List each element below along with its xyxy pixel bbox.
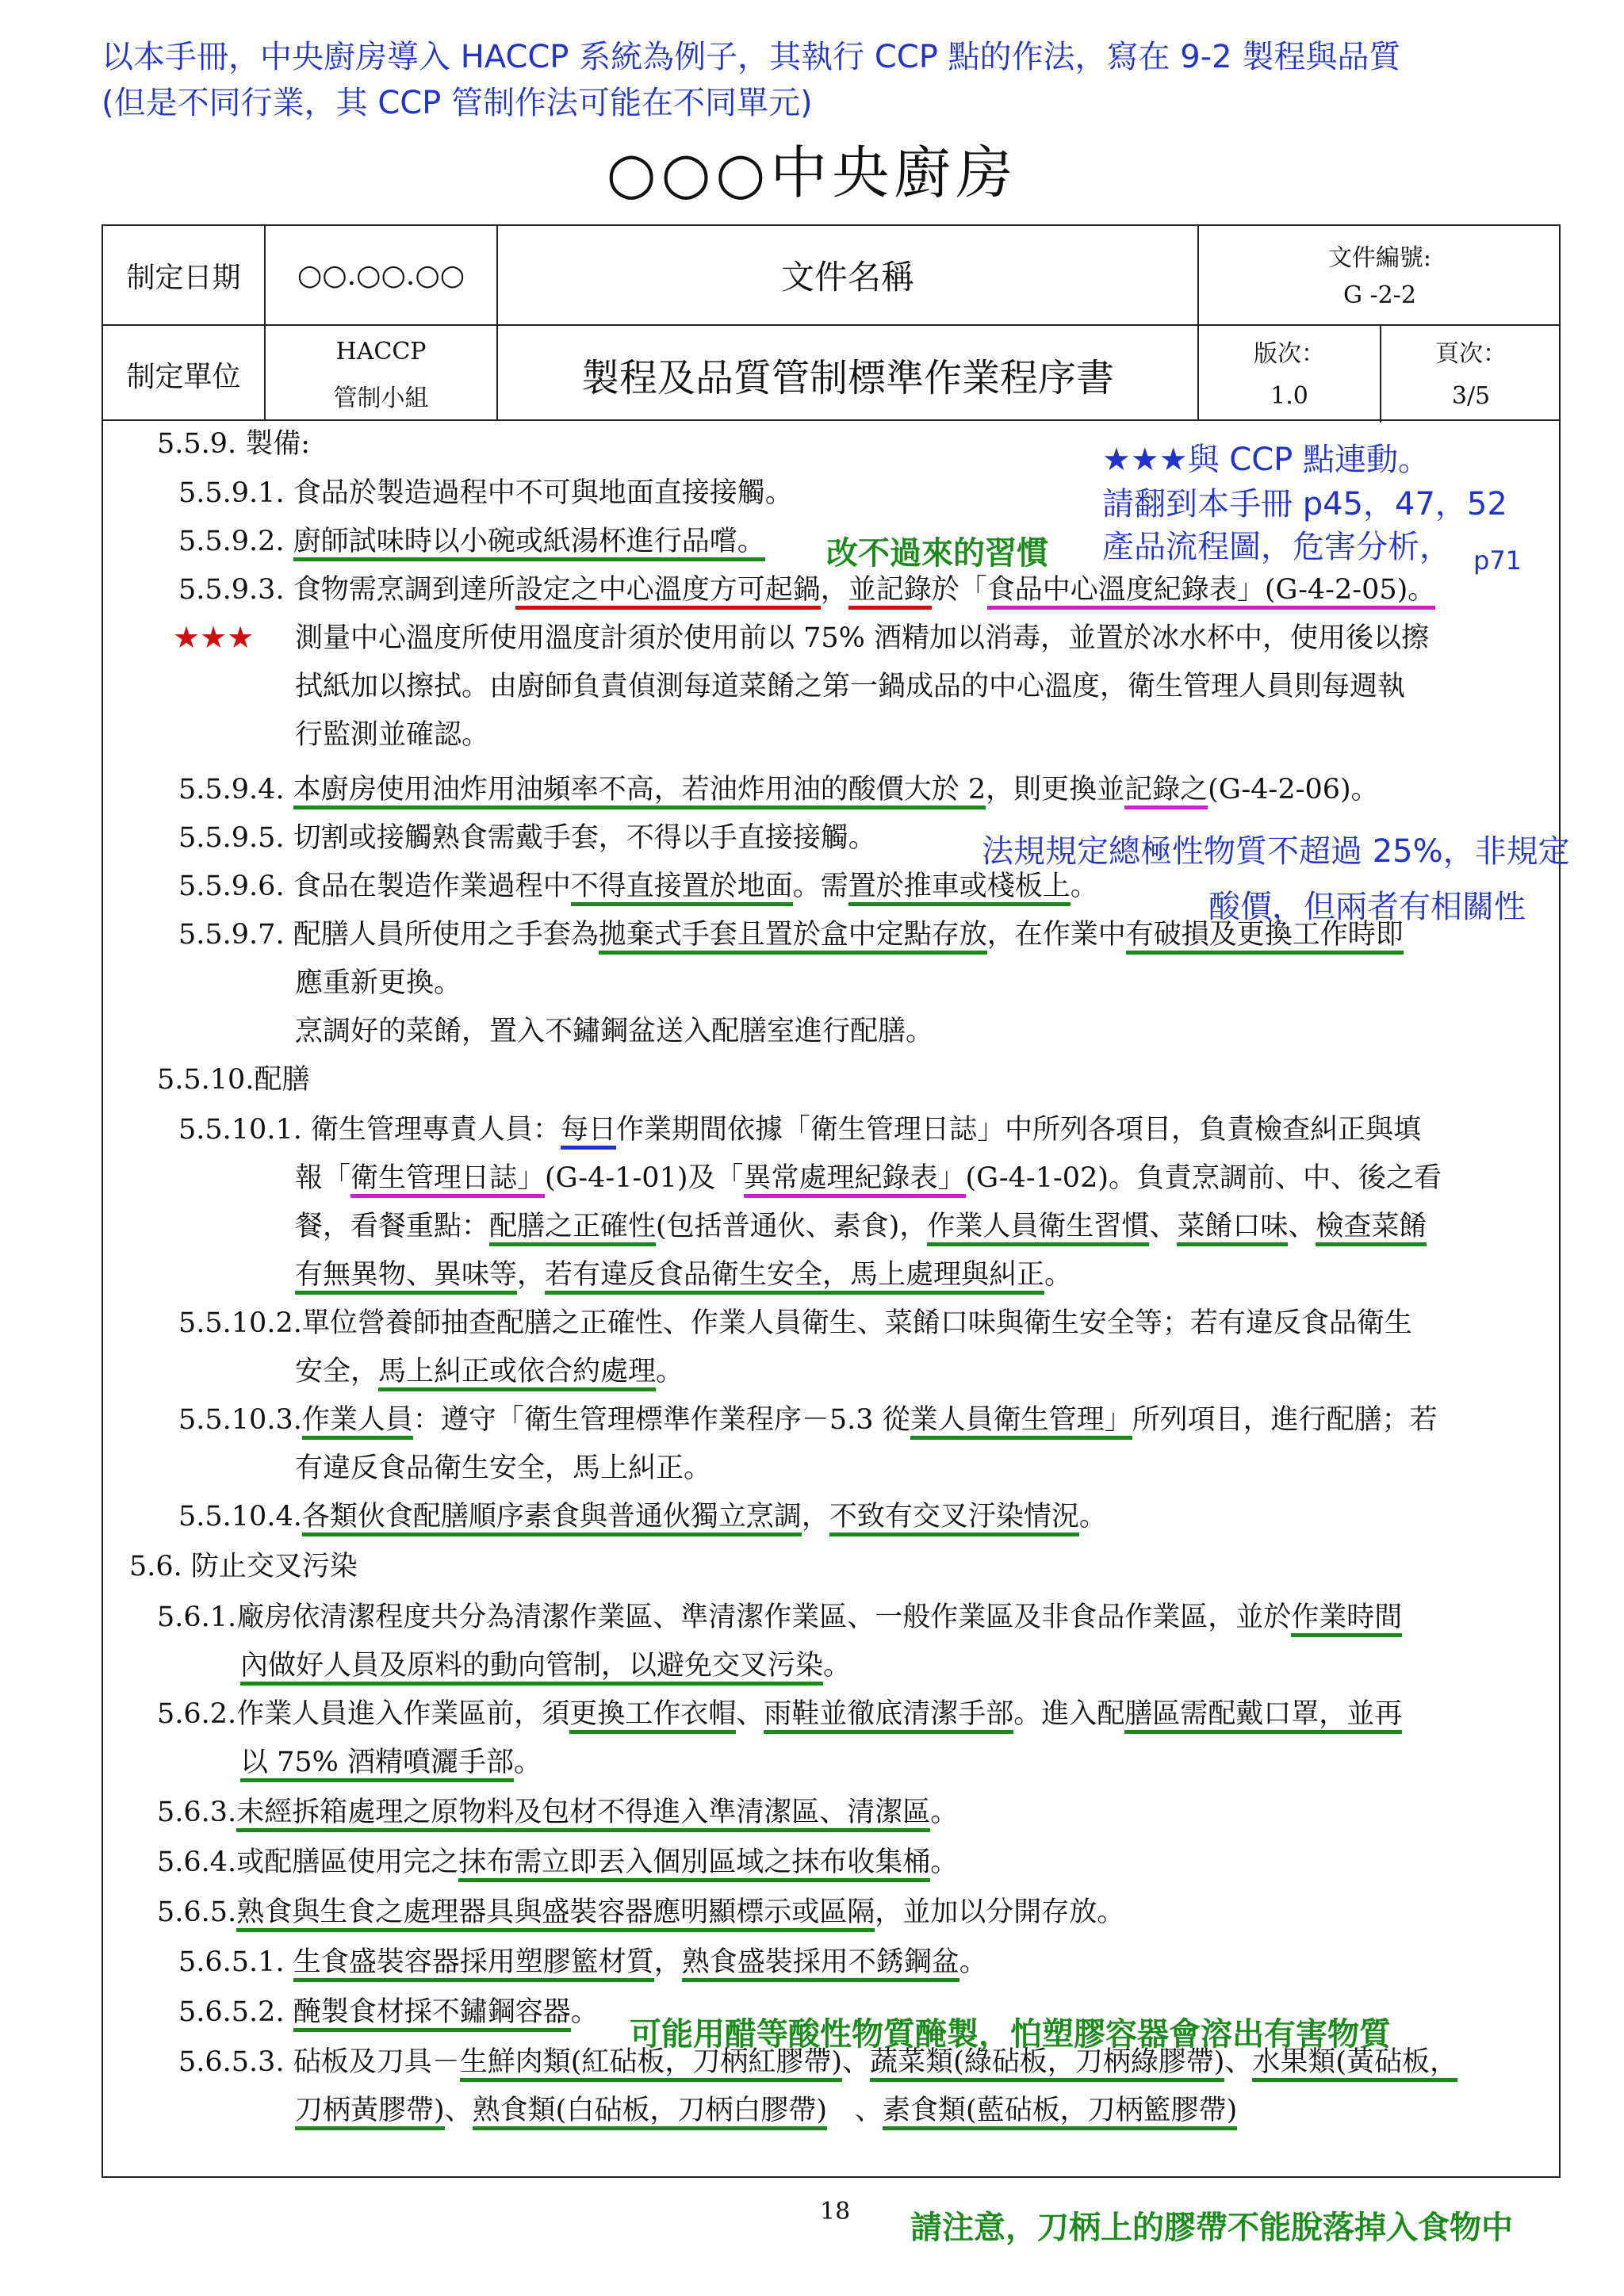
underlined-text: (G-4-2-05)。 <box>1265 574 1435 610</box>
underlined-text: 配膳之正確性 <box>489 1211 656 1246</box>
text: ， <box>653 1946 682 1978</box>
underlined-text: 食品中心溫度紀錄表」 <box>987 574 1265 610</box>
text: (G-4-1-01)及「 <box>545 1162 744 1194</box>
sec-5652 <box>178 1988 599 2037</box>
text: 作業人員進入作業區前，須 <box>236 1698 570 1730</box>
sec-num: 5.6.5.1. <box>178 1946 285 1978</box>
underlined-text: 置於推車或棧板上 <box>848 871 1071 906</box>
sec-565 <box>157 1888 1124 1937</box>
text: 報「 <box>295 1162 351 1194</box>
sec-num: 5.6.5.2. <box>178 1996 285 2028</box>
text: ，則更換並 <box>986 774 1125 806</box>
text: 。 <box>823 1650 852 1682</box>
page-number: 18 <box>820 2198 851 2225</box>
sec-56: 5.6. 防止交叉污染 <box>129 1551 358 1582</box>
underlined-text: 異常處理紀錄表」 <box>744 1162 966 1198</box>
polar-note-1: 法規規定總極性物質不超過 25%，非規定 <box>982 833 1570 870</box>
ccp-note-2: 請翻到本手冊 p45，47，52 <box>1102 486 1507 522</box>
text: ， <box>820 574 848 606</box>
underlined-text: 刀柄黃膠帶) <box>295 2095 445 2130</box>
sec-5594 <box>178 766 1379 814</box>
doc-no-value: G -2-2 <box>1343 281 1416 309</box>
sec-num: 5.5.9.6. <box>178 871 285 902</box>
underlined-text: 本廚房使用油炸用油頻率不高 <box>293 774 654 809</box>
text: ， <box>517 1259 546 1291</box>
text: 、 <box>1149 1211 1178 1242</box>
page-title: ○○○中央廚房 <box>606 140 1018 206</box>
sec-5595: 5.5.9.5. 切割或接觸熟食需戴手套，不得以手直接接觸。 <box>178 822 876 854</box>
sec-5651 <box>178 1938 987 1987</box>
underlined-text: 生鮮肉類(紅砧板，刀柄紅膠帶) <box>460 2046 842 2082</box>
ccp-note-1: ★★★與 CCP 點連動。 <box>1102 442 1430 478</box>
sec-5596 <box>178 863 1098 911</box>
header-table <box>102 224 1561 421</box>
text: 廠房依清潔程度共分為清潔作業區、準清潔作業區、一般作業區及非食品作業區，並於 <box>236 1601 1292 1633</box>
sec-5597-line3: 烹調好的菜餚，置入不鏽鋼盆送入配膳室進行配膳。 <box>295 1016 934 1047</box>
sec-55101 <box>178 1106 1421 1154</box>
sec-563 <box>157 1789 958 1837</box>
doc-no-label: 文件編號: <box>1327 244 1432 272</box>
sec-5592 <box>178 518 765 566</box>
sec-55102 <box>178 1299 1412 1348</box>
habit-note: 改不過來的習慣 <box>826 535 1048 572</box>
sec-55101-line3 <box>295 1203 1427 1251</box>
tape-note: 請注意，刀柄上的膠帶不能脫落掉入食物中 <box>910 2210 1513 2246</box>
doc-name-label: 文件名稱 <box>780 258 914 297</box>
sec-num: 5.5.9.7. <box>178 919 285 951</box>
date-label: 制定日期 <box>126 261 241 294</box>
sec-num: 5.6.5. <box>157 1896 237 1928</box>
sec-564 <box>157 1839 958 1887</box>
text: 食物需烹調到達所 <box>293 574 515 606</box>
underlined-text: 作業時間 <box>1291 1601 1402 1637</box>
date-value: ○○.○○.○○ <box>297 258 465 292</box>
text: 衛生管理專責人員： <box>310 1114 561 1146</box>
underlined-text: 素食類(藍砧板，刀柄籃膠帶) <box>883 2095 1237 2130</box>
underlined-text: ，若油炸用油的酸價大於 2 <box>654 774 986 809</box>
underlined-text: 更換工作衣帽 <box>569 1698 736 1734</box>
underlined-text: 記錄之 <box>1124 774 1208 809</box>
sec-num: 5.5.9.4. <box>178 774 285 806</box>
text: 單位營養師抽查配膳之正確性、作業人員衛生、菜餚口味與衛生安全等；若有違反食品衛生 <box>301 1307 1412 1339</box>
text: 。 <box>930 1797 959 1828</box>
sec-5593-line2: 測量中心溫度所使用溫度計須於使用前以 75% 酒精加以消毒，並置於冰水杯中，使用後以擦 <box>295 622 1430 654</box>
sec-5593-line3: 拭紙加以擦拭。由廚師負責偵測每道菜餚之第一鍋成品的中心溫度，衛生管理人員則每週執 <box>295 671 1406 702</box>
version-label: 版次： <box>1254 340 1325 368</box>
text: 所列項目，進行配膳；若 <box>1132 1404 1438 1436</box>
ccp-note-3: 產品流程圖，危害分析， <box>1102 529 1451 565</box>
underlined-text: 醃製食材採不鏽鋼容器 <box>293 1996 571 2032</box>
underlined-text: 以 75% 酒精噴灑手部 <box>240 1747 514 1782</box>
text: (包括普通伙、素食)， <box>656 1211 928 1242</box>
sec-55102-line2 <box>295 1348 684 1396</box>
sec-55101-line4 <box>295 1251 1072 1299</box>
pickle-note: 可能用醋等酸性物質醃製，怕塑膠容器會溶出有害物質 <box>630 2016 1391 2053</box>
sec-5597-line2: 應重新更換。 <box>295 967 462 999</box>
underlined-text: 熟食類(白砧板，刀柄白膠帶) <box>473 2095 827 2130</box>
underlined-text: 有破損及更換工作時即 <box>1126 919 1404 955</box>
version-value: 1.0 <box>1270 381 1308 410</box>
underlined-text: 膳區需配戴口罩，並再 <box>1124 1698 1402 1734</box>
polar-note-2: 酸價，但兩者有相關性 <box>1208 889 1526 925</box>
text: 。 <box>1044 1259 1073 1291</box>
underlined-text: 有無異物、異味等 <box>295 1259 517 1295</box>
unit-value-2: 管制小組 <box>333 385 429 412</box>
text: 。 <box>656 1356 684 1387</box>
text: 。 <box>930 1846 959 1878</box>
underlined-text: 作業人員衛生習慣 <box>927 1211 1149 1246</box>
underlined-text: 不得直接置於地面 <box>571 871 793 906</box>
text: 砧板及刀具－ <box>293 2046 460 2078</box>
underlined-text: 各類伙食配膳順序素食與普通伙獨立烹調 <box>302 1501 802 1536</box>
text: ：遵守「衛生管理標準作業程序－5.3 從 <box>412 1404 910 1436</box>
text: 作業期間依據「衛生管理日誌」中所列各項目，負責檢查糾正與填 <box>616 1114 1422 1146</box>
top-note-line2: (但是不同行業，其 CCP 管制作法可能在不同單元) <box>102 85 813 121</box>
sec-num: 5.5.9.2. <box>178 526 285 557</box>
sec-561-line2 <box>240 1642 851 1690</box>
sec-5653 <box>178 2038 1457 2087</box>
text: ， <box>801 1501 829 1533</box>
text: 食品在製造作業過程中 <box>293 871 571 902</box>
underlined-text: 熟食與生食之處理器具與盛裝容器應明顯標示或區隔 <box>236 1896 875 1932</box>
sec-num: 5.5.9.3. <box>178 574 285 606</box>
sec-5593-line4: 行監測並確認。 <box>295 719 490 751</box>
underlined-text: 抹布需立即丟入個別區域之抹布收集桶 <box>458 1846 930 1882</box>
text: 、 <box>444 2095 473 2126</box>
text: 、 <box>842 2046 871 2078</box>
sec-5510: 5.5.10.配膳 <box>157 1064 310 1096</box>
sec-num: 5.5.10.2. <box>178 1307 302 1339</box>
underlined-text: 拋棄式手套且置於盒中定點存放 <box>599 919 987 955</box>
sec-562-line2 <box>240 1739 542 1787</box>
ccp-note-4: p71 <box>1473 545 1522 576</box>
sec-5653-line2 <box>295 2087 1237 2135</box>
text: 、 <box>1288 1211 1316 1242</box>
text: 。 <box>1078 1501 1107 1533</box>
doc-title: 製程及品質管制標準作業程序書 <box>580 355 1114 400</box>
text: 。進入配 <box>1013 1698 1125 1730</box>
underlined-text: 未經拆箱處理之原物料及包材不得進入準清潔區、清潔區 <box>236 1797 930 1832</box>
text: (G-4-2-06)。 <box>1208 774 1379 806</box>
underlined-text: 檢查菜餚 <box>1316 1211 1427 1246</box>
sec-num: 5.5.10.3. <box>178 1404 302 1436</box>
text: (G-4-1-02)。負責烹調前、中、後之看 <box>965 1162 1442 1194</box>
underlined-text: 不致有交叉汙染情況 <box>829 1501 1079 1536</box>
text: 於「 <box>931 574 987 606</box>
sec-559: 5.5.9. 製備: <box>157 428 311 460</box>
sec-num: 5.6.4. <box>157 1846 237 1878</box>
text: ，並加以分開存放。 <box>875 1896 1125 1928</box>
underlined-text: 若有違反食品衛生安全，馬上處理與糾正 <box>545 1259 1044 1295</box>
sec-num: 5.6.1. <box>157 1601 237 1633</box>
text: 、 <box>1224 2046 1253 2078</box>
unit-value-1: HACCP <box>335 337 427 365</box>
underlined-text: 菜餚口味 <box>1177 1211 1288 1246</box>
ccp-stars: ★★★ <box>173 620 255 655</box>
top-note-line1: 以本手冊，中央廚房導入 HACCP 系統為例子，其執行 CCP 點的作法，寫在 9-2 製程與品質 <box>102 39 1401 75</box>
underlined-text: 作業人員 <box>302 1404 413 1440</box>
page-value: 3/5 <box>1451 381 1491 410</box>
underlined-text: 設定之中心溫度方可起鍋 <box>515 574 821 610</box>
text: ，在作業中 <box>986 919 1126 951</box>
unit-label: 制定單位 <box>126 360 241 393</box>
sec-num: 5.6.2. <box>157 1698 237 1730</box>
sec-num: 5.5.10.4. <box>178 1501 302 1533</box>
sec-5597 <box>178 911 1404 959</box>
sec-55103 <box>178 1396 1438 1445</box>
underlined-text: 衛生管理日誌」 <box>350 1162 545 1198</box>
underlined-text: 業人員衛生管理」 <box>910 1404 1132 1440</box>
sec-55104 <box>178 1493 1107 1541</box>
sec-5591: 5.5.9.1. 食品於製造過程中不可與地面直接接觸。 <box>178 477 793 509</box>
sec-55101-line2 <box>295 1154 1442 1203</box>
underlined-text: 內做好人員及原料的動向管制，以避免交叉污染 <box>240 1650 823 1686</box>
underlined-text: 並記錄 <box>848 574 932 610</box>
text: 安全， <box>295 1356 379 1387</box>
sec-num: 5.6.3. <box>157 1797 237 1828</box>
text: 。 <box>570 1996 599 2028</box>
text: 。 <box>1070 871 1098 902</box>
sec-55103-line2: 有違反食品衛生安全，馬上糾正。 <box>295 1452 712 1484</box>
underlined-text: 雨鞋並徹底清潔手部 <box>764 1698 1013 1734</box>
text: 。 <box>514 1747 542 1778</box>
text: 、 <box>736 1698 764 1730</box>
underlined-text: 熟食盛裝採用不銹鋼盆 <box>682 1946 959 1982</box>
underlined-text: 廚師試味時以小碗或紙湯杯進行品嚐。 <box>293 526 765 561</box>
sec-5593 <box>178 566 1435 614</box>
text: 配膳人員所使用之手套為 <box>293 919 599 951</box>
underlined-text: 生食盛裝容器採用塑膠籃材質 <box>293 1946 654 1982</box>
underlined-text: 每日 <box>561 1114 616 1150</box>
text: 、 <box>826 2095 883 2126</box>
text: 。需 <box>792 871 848 902</box>
sec-num: 5.6.5.3. <box>178 2046 285 2078</box>
text: 。 <box>959 1946 987 1978</box>
underlined-text: 蔬菜類(綠砧板，刀柄綠膠帶) <box>870 2046 1224 2082</box>
sec-561 <box>157 1594 1402 1642</box>
underlined-text: 馬上糾正或依合約處理 <box>378 1356 656 1391</box>
sec-562 <box>157 1690 1402 1739</box>
text: 餐，看餐重點： <box>295 1211 490 1242</box>
text: 或配膳區使用完之 <box>236 1846 459 1878</box>
sec-num: 5.5.10.1. <box>178 1114 302 1146</box>
page-label: 頁次： <box>1435 340 1507 368</box>
underlined-text: 水果類(黃砧板， <box>1252 2046 1457 2082</box>
